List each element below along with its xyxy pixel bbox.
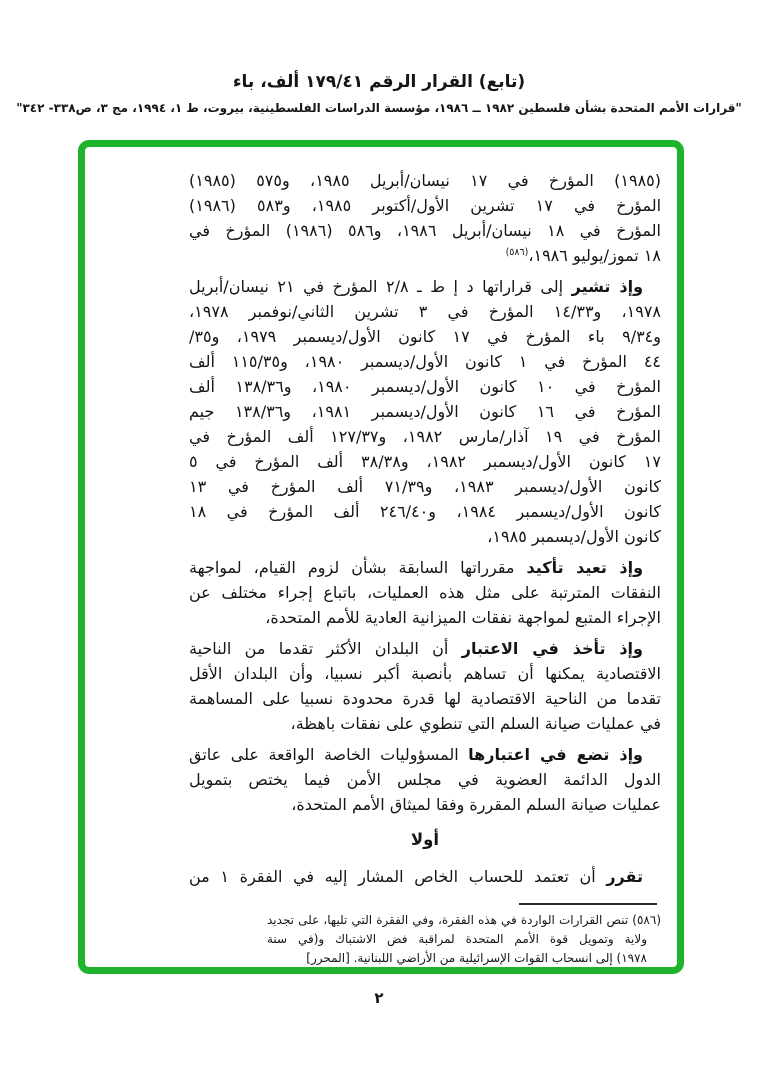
text-line: في عمليات صيانة السلم التي تنطوي على نفقات باهظة، xyxy=(290,714,661,733)
text-line: النفقات المترتبة على مثل هذه العمليات، باتباع إجراء مختلف عن xyxy=(189,583,661,602)
text-line: تقرر أن تعتمد للحساب الخاص المشار إليه في الفقرة ١ من xyxy=(189,867,643,886)
text-line: ١٨ تموز/يوليو ١٩٨٦،$^{(٥٨٦)}$ xyxy=(505,246,661,265)
text-line: تقدما من الناحية الاقتصادية لها قدرة محدودة نسبيا على المساهمة xyxy=(189,689,661,708)
text-line: المؤرخ في ١٠ كانون الأول/ديسمبر ١٩٨٠، و١٣٨/٣٦ ألف xyxy=(189,377,661,396)
text-line: كانون الأول/ديسمبر ١٩٨٣، و٧١/٣٩ ألف المؤرخ في ١٣ xyxy=(189,477,661,496)
text-line: المؤرخ في ١٧ تشرين الأول/أكتوبر ١٩٨٥، و٥٨٣ (١٩٨٦) xyxy=(189,196,662,215)
text-line: عمليات صيانة السلم المقررة وفقا لميثاق الأمم المتحدة، xyxy=(291,795,661,814)
text-line: الدول الدائمة العضوية في مجلس الأمن فيما يختص بتمويل xyxy=(189,770,661,789)
text-line: وإذ تضع في اعتبارها المسؤوليات الخاصة الواقعة على عاتق xyxy=(189,745,644,764)
footnote xyxy=(267,903,661,968)
footnote-ref: (٥٨٦) xyxy=(505,247,529,258)
footnote-separator xyxy=(519,903,657,905)
paragraph xyxy=(189,555,661,630)
text-line: و٩/٣٤ باء المؤرخ في ١٧ كانون الأول/ديسمبر ١٩٧٩، و٣٥/ xyxy=(189,327,661,346)
paragraph-lead: وإذ تشير xyxy=(571,277,644,296)
content-frame xyxy=(78,140,684,974)
paragraph xyxy=(189,274,661,549)
paragraph xyxy=(189,636,661,736)
text-line: كانون الأول/ديسمبر ١٩٨٤، و٢٤٦/٤٠ ألف المؤرخ في ١٨ xyxy=(189,502,661,521)
paragraph xyxy=(189,742,661,817)
page-number: ٢ xyxy=(374,989,384,1007)
paragraph-lead: تقرر xyxy=(606,867,643,886)
text-line: المؤرخ في ١٩ آذار/مارس ١٩٨٢، و١٢٧/٣٧ ألف المؤرخ في xyxy=(189,427,662,446)
text-line: الإجراء المتبع لمواجهة نفقات الميزانية العادية للأمم المتحدة، xyxy=(265,608,661,627)
text-line: كانون الأول/ديسمبر ١٩٨٥، xyxy=(487,527,661,546)
section-heading: أولا xyxy=(410,830,440,849)
text-line: وإذ تعيد تأكيد مقرراتها السابقة بشأن لزوم القيام، لمواجهة xyxy=(189,558,644,577)
text-line: وإذ تشير إلى قراراتها د إ ط ـ ٢/٨ المؤرخ في ٢١ نيسان/أبريل xyxy=(189,277,644,296)
text-line: الاقتصادية يمكنها أن تساهم بأنصبة أكبر نسبيا، وأن البلدان الأقل xyxy=(189,664,661,683)
text-line: وإذ تأخذ في الاعتبار أن البلدان الأكثر تقدما من الناحية xyxy=(189,639,643,658)
resolution-body xyxy=(189,168,661,968)
paragraph xyxy=(189,168,661,268)
paragraph-lead: وإذ تأخذ في الاعتبار xyxy=(461,639,643,658)
text-line: (١٩٨٥) المؤرخ في ١٧ نيسان/أبريل ١٩٨٥، و٥٧٥ (١٩٨٥) xyxy=(189,171,662,190)
footnote-line: (٥٨٦) تنص القرارات الواردة في هذه الفقرة، وفي الفقرة التي تليها، على تجديد xyxy=(267,913,661,927)
source-citation: "قرارات الأمم المتحدة بشأن فلسطين ١٩٨٢ ــ ١٩٨٦، مؤسسة الدراسات الفلسطينية، بيروت، ط ١، ١٩٩٤، مج ٣، ص٣٣٨- ٣٤٢" xyxy=(16,101,742,115)
text-line: المؤرخ في ١٨ نيسان/أبريل ١٩٨٦، و٥٨٦ (١٩٨٦) المؤرخ في xyxy=(189,221,662,240)
text-line: ١٧ كانون الأول/ديسمبر ١٩٨٢، و٣٨/٣٨ ألف المؤرخ في ٥ xyxy=(189,452,661,471)
footnote-line: ١٩٧٨) إلى انسحاب القوات الإسرائيلية من الأراضي اللبنانية. [المحرر] xyxy=(306,951,647,965)
text-line: ٤٤ المؤرخ في ١ كانون الأول/ديسمبر ١٩٨٠، و١١٥/٣٥ ألف xyxy=(189,352,661,371)
paragraph-lead: وإذ تضع في اعتبارها xyxy=(468,745,644,764)
paragraph xyxy=(189,864,661,889)
paragraph-lead: وإذ تعيد تأكيد xyxy=(526,558,644,577)
text-line: المؤرخ في ١٦ كانون الأول/ديسمبر ١٩٨١، و١٣٨/٣٦ جيم xyxy=(189,402,662,421)
resolution-title: (تابع) القرار الرقم ١٧٩/٤١ ألف، باء xyxy=(232,72,526,92)
text-line: ١٩٧٨، و١٤/٣٣ المؤرخ في ٣ تشرين الثاني/نوفمبر ١٩٧٨، xyxy=(189,302,661,321)
footnote-line: ولاية وتمويل قوة الأمم المتحدة لمراقبة فض الاشتباك و(في سنة xyxy=(267,932,647,946)
